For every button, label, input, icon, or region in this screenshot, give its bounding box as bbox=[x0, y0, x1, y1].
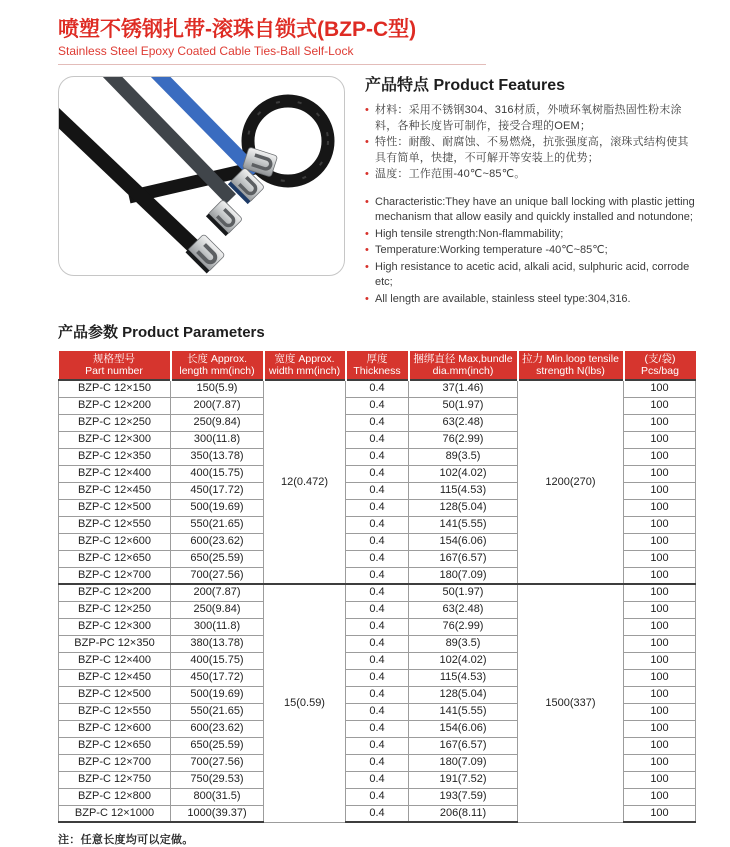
thickness-cell: 0.4 bbox=[346, 601, 409, 618]
thickness-cell: 0.4 bbox=[346, 448, 409, 465]
column-header-text: 宽度 Approx. bbox=[274, 353, 335, 365]
feature-item bbox=[365, 167, 695, 183]
page-subtitle: Stainless Steel Epoxy Coated Cable Ties-Ball Self-Lock bbox=[58, 44, 354, 58]
thickness-cell: 0.4 bbox=[346, 771, 409, 788]
column-header bbox=[518, 351, 624, 380]
pcs-per-bag-cell: 100 bbox=[624, 788, 696, 805]
bundle-dia-cell: 50(1.97) bbox=[409, 397, 518, 414]
footer-note: 注：任意长度均可以定做。 bbox=[58, 834, 194, 846]
column-header-text: Thickness bbox=[353, 365, 401, 377]
bundle-dia-cell: 193(7.59) bbox=[409, 788, 518, 805]
feature-item bbox=[365, 135, 695, 166]
bundle-dia-cell: 180(7.09) bbox=[409, 567, 518, 584]
length-cell: 550(21.65) bbox=[171, 516, 264, 533]
bundle-dia-cell: 154(6.06) bbox=[409, 533, 518, 550]
length-cell: 650(25.59) bbox=[171, 550, 264, 567]
bundle-dia-cell: 50(1.97) bbox=[409, 584, 518, 601]
pcs-per-bag-cell: 100 bbox=[624, 618, 696, 635]
part-number-cell: BZP-C 12×600 bbox=[59, 720, 171, 737]
bullet-icon: • bbox=[365, 195, 369, 208]
feature-item bbox=[365, 292, 695, 308]
length-cell: 380(13.78) bbox=[171, 635, 264, 652]
pcs-per-bag-cell: 100 bbox=[624, 499, 696, 516]
bundle-dia-cell: 191(7.52) bbox=[409, 771, 518, 788]
part-number-cell: BZP-C 12×650 bbox=[59, 737, 171, 754]
thickness-cell: 0.4 bbox=[346, 516, 409, 533]
thickness-cell: 0.4 bbox=[346, 584, 409, 601]
bundle-dia-cell: 141(5.55) bbox=[409, 703, 518, 720]
pcs-per-bag-cell: 100 bbox=[624, 771, 696, 788]
feature-text: All length are available, stainless steel type:304,316. bbox=[375, 292, 631, 305]
feature-item bbox=[365, 243, 695, 259]
pcs-per-bag-cell: 100 bbox=[624, 686, 696, 703]
page-title: 喷塑不锈钢扎带-滚珠自锁式(BZP-C型) bbox=[58, 18, 417, 41]
pcs-per-bag-cell: 100 bbox=[624, 703, 696, 720]
bundle-dia-cell: 37(1.46) bbox=[409, 380, 518, 397]
part-number-cell: BZP-C 12×250 bbox=[59, 414, 171, 431]
length-cell: 400(15.75) bbox=[171, 465, 264, 482]
length-cell: 1000(39.37) bbox=[171, 805, 264, 822]
part-number-cell: BZP-C 12×1000 bbox=[59, 805, 171, 822]
pcs-per-bag-cell: 100 bbox=[624, 652, 696, 669]
thickness-cell: 0.4 bbox=[346, 482, 409, 499]
column-header-text: Pcs/bag bbox=[641, 365, 679, 377]
bundle-dia-cell: 102(4.02) bbox=[409, 652, 518, 669]
pcs-per-bag-cell: 100 bbox=[624, 601, 696, 618]
length-cell: 300(11.8) bbox=[171, 618, 264, 635]
part-number-cell: BZP-C 12×550 bbox=[59, 516, 171, 533]
part-number-cell: BZP-C 12×400 bbox=[59, 465, 171, 482]
thickness-cell: 0.4 bbox=[346, 567, 409, 584]
pcs-per-bag-cell: 100 bbox=[624, 465, 696, 482]
bundle-dia-cell: 128(5.04) bbox=[409, 499, 518, 516]
thickness-cell: 0.4 bbox=[346, 635, 409, 652]
length-cell: 700(27.56) bbox=[171, 567, 264, 584]
feature-text: Temperature:Working temperature -40℃~85℃; bbox=[375, 244, 608, 256]
length-cell: 750(29.53) bbox=[171, 771, 264, 788]
length-cell: 200(7.87) bbox=[171, 397, 264, 414]
tensile-merged-cell: 1500(337) bbox=[518, 584, 624, 822]
feature-item bbox=[365, 103, 695, 134]
bullet-icon: • bbox=[365, 168, 370, 180]
length-cell: 250(9.84) bbox=[171, 414, 264, 431]
bundle-dia-cell: 180(7.09) bbox=[409, 754, 518, 771]
pcs-per-bag-cell: 100 bbox=[624, 805, 696, 822]
thickness-cell: 0.4 bbox=[346, 499, 409, 516]
title-divider bbox=[58, 64, 486, 65]
thickness-cell: 0.4 bbox=[346, 618, 409, 635]
column-header-text: Part number bbox=[85, 365, 143, 377]
part-number-cell: BZP-C 12×250 bbox=[59, 601, 171, 618]
column-header-text: 厚度 bbox=[366, 353, 388, 365]
part-number-cell: BZP-C 12×450 bbox=[59, 482, 171, 499]
bullet-icon: • bbox=[365, 136, 370, 148]
bullet-icon: • bbox=[365, 104, 370, 116]
column-header-text: 拉力 Min.loop tensile bbox=[522, 353, 619, 365]
length-cell: 600(23.62) bbox=[171, 720, 264, 737]
thickness-cell: 0.4 bbox=[346, 414, 409, 431]
table-row bbox=[59, 584, 696, 601]
pcs-per-bag-cell: 100 bbox=[624, 550, 696, 567]
cable-ties-illustration bbox=[59, 77, 344, 275]
length-cell: 450(17.72) bbox=[171, 482, 264, 499]
pcs-per-bag-cell: 100 bbox=[624, 482, 696, 499]
thickness-cell: 0.4 bbox=[346, 550, 409, 567]
length-cell: 500(19.69) bbox=[171, 686, 264, 703]
tensile-merged-cell: 1200(270) bbox=[518, 380, 624, 584]
part-number-cell: BZP-C 12×300 bbox=[59, 431, 171, 448]
length-cell: 250(9.84) bbox=[171, 601, 264, 618]
pcs-per-bag-cell: 100 bbox=[624, 414, 696, 431]
length-cell: 350(13.78) bbox=[171, 448, 264, 465]
pcs-per-bag-cell: 100 bbox=[624, 635, 696, 652]
part-number-cell: BZP-C 12×700 bbox=[59, 567, 171, 584]
bullet-icon: • bbox=[365, 260, 369, 273]
feature-item bbox=[365, 227, 695, 243]
feature-text: 材料：采用不锈钢304、316材质，外喷环氧树脂热固性粉末涂料，各种长度皆可制作，接受合理的OEM； bbox=[375, 104, 682, 132]
table-row bbox=[59, 380, 696, 397]
length-cell: 400(15.75) bbox=[171, 652, 264, 669]
thickness-cell: 0.4 bbox=[346, 686, 409, 703]
feature-text: High resistance to acetic acid, alkali acid, sulphuric acid, corrode etc; bbox=[375, 260, 690, 288]
pcs-per-bag-cell: 100 bbox=[624, 431, 696, 448]
bullet-icon: • bbox=[365, 227, 369, 240]
part-number-cell: BZP-C 12×800 bbox=[59, 788, 171, 805]
parameters-heading: 产品参数 Product Parameters bbox=[58, 324, 265, 341]
part-number-cell: BZP-C 12×400 bbox=[59, 652, 171, 669]
thickness-cell: 0.4 bbox=[346, 805, 409, 822]
part-number-cell: BZP-C 12×300 bbox=[59, 618, 171, 635]
bundle-dia-cell: 63(2.48) bbox=[409, 601, 518, 618]
column-header bbox=[171, 351, 264, 380]
bundle-dia-cell: 141(5.55) bbox=[409, 516, 518, 533]
bundle-dia-cell: 76(2.99) bbox=[409, 618, 518, 635]
features-heading: 产品特点 Product Features bbox=[365, 77, 566, 94]
part-number-cell: BZP-C 12×500 bbox=[59, 686, 171, 703]
bundle-dia-cell: 115(4.53) bbox=[409, 669, 518, 686]
column-header-text: width mm(inch) bbox=[268, 365, 341, 377]
part-number-cell: BZP-PC 12×350 bbox=[59, 635, 171, 652]
feature-item bbox=[365, 260, 695, 291]
length-cell: 150(5.9) bbox=[171, 380, 264, 397]
pcs-per-bag-cell: 100 bbox=[624, 516, 696, 533]
table-header-row bbox=[59, 351, 696, 380]
thickness-cell: 0.4 bbox=[346, 465, 409, 482]
length-cell: 700(27.56) bbox=[171, 754, 264, 771]
pcs-per-bag-cell: 100 bbox=[624, 533, 696, 550]
part-number-cell: BZP-C 12×150 bbox=[59, 380, 171, 397]
pcs-per-bag-cell: 100 bbox=[624, 737, 696, 754]
pcs-per-bag-cell: 100 bbox=[624, 380, 696, 397]
thickness-cell: 0.4 bbox=[346, 380, 409, 397]
bundle-dia-cell: 128(5.04) bbox=[409, 686, 518, 703]
bundle-dia-cell: 115(4.53) bbox=[409, 482, 518, 499]
column-header bbox=[59, 351, 171, 380]
part-number-cell: BZP-C 12×350 bbox=[59, 448, 171, 465]
thickness-cell: 0.4 bbox=[346, 669, 409, 686]
column-header bbox=[264, 351, 346, 380]
feature-text: High tensile strength:Non-flammability; bbox=[375, 227, 564, 240]
pcs-per-bag-cell: 100 bbox=[624, 397, 696, 414]
thickness-cell: 0.4 bbox=[346, 720, 409, 737]
bundle-dia-cell: 206(8.11) bbox=[409, 805, 518, 822]
bullet-icon: • bbox=[365, 244, 369, 256]
column-header bbox=[624, 351, 696, 380]
part-number-cell: BZP-C 12×450 bbox=[59, 669, 171, 686]
bundle-dia-cell: 89(3.5) bbox=[409, 635, 518, 652]
thickness-cell: 0.4 bbox=[346, 737, 409, 754]
feature-text: 特性：耐酸、耐腐蚀、不易燃烧，抗张强度高，滚珠式结构使其具有简单，快捷，不可解开等安装上的优势； bbox=[375, 136, 689, 164]
thickness-cell: 0.4 bbox=[346, 788, 409, 805]
bundle-dia-cell: 154(6.06) bbox=[409, 720, 518, 737]
length-cell: 500(19.69) bbox=[171, 499, 264, 516]
length-cell: 550(21.65) bbox=[171, 703, 264, 720]
bundle-dia-cell: 76(2.99) bbox=[409, 431, 518, 448]
parameters-table bbox=[58, 351, 696, 823]
bullet-icon: • bbox=[365, 292, 369, 305]
thickness-cell: 0.4 bbox=[346, 431, 409, 448]
length-cell: 200(7.87) bbox=[171, 584, 264, 601]
features-list-en bbox=[365, 195, 695, 308]
column-header bbox=[409, 351, 518, 380]
length-cell: 450(17.72) bbox=[171, 669, 264, 686]
width-merged-cell: 15(0.59) bbox=[264, 584, 346, 822]
thickness-cell: 0.4 bbox=[346, 754, 409, 771]
column-header-text: strength N(lbs) bbox=[536, 365, 605, 377]
column-header-text: length mm(inch) bbox=[179, 365, 255, 377]
product-features bbox=[345, 76, 695, 308]
thickness-cell: 0.4 bbox=[346, 652, 409, 669]
length-cell: 800(31.5) bbox=[171, 788, 264, 805]
pcs-per-bag-cell: 100 bbox=[624, 720, 696, 737]
thickness-cell: 0.4 bbox=[346, 703, 409, 720]
length-cell: 650(25.59) bbox=[171, 737, 264, 754]
part-number-cell: BZP-C 12×600 bbox=[59, 533, 171, 550]
bundle-dia-cell: 167(6.57) bbox=[409, 550, 518, 567]
part-number-cell: BZP-C 12×550 bbox=[59, 703, 171, 720]
bundle-dia-cell: 89(3.5) bbox=[409, 448, 518, 465]
thickness-cell: 0.4 bbox=[346, 533, 409, 550]
bundle-dia-cell: 102(4.02) bbox=[409, 465, 518, 482]
part-number-cell: BZP-C 12×200 bbox=[59, 584, 171, 601]
part-number-cell: BZP-C 12×750 bbox=[59, 771, 171, 788]
length-cell: 600(23.62) bbox=[171, 533, 264, 550]
feature-item bbox=[365, 195, 695, 226]
pcs-per-bag-cell: 100 bbox=[624, 754, 696, 771]
length-cell: 300(11.8) bbox=[171, 431, 264, 448]
column-header-text: 规格型号 bbox=[93, 353, 135, 365]
feature-text: 温度：工作范围-40℃~85℃。 bbox=[375, 168, 526, 180]
column-header-text: dia.mm(inch) bbox=[432, 365, 494, 377]
column-header bbox=[346, 351, 409, 380]
part-number-cell: BZP-C 12×200 bbox=[59, 397, 171, 414]
thickness-cell: 0.4 bbox=[346, 397, 409, 414]
part-number-cell: BZP-C 12×700 bbox=[59, 754, 171, 771]
features-list-cn bbox=[365, 103, 695, 183]
bundle-dia-cell: 167(6.57) bbox=[409, 737, 518, 754]
column-header-text: 捆绑直径 Max,bundle bbox=[413, 353, 513, 365]
bundle-dia-cell: 63(2.48) bbox=[409, 414, 518, 431]
width-merged-cell: 12(0.472) bbox=[264, 380, 346, 584]
feature-text: Characteristic:They have an unique ball locking with plastic jetting mechanism that allow easily and quickly installed and notundone; bbox=[375, 195, 695, 223]
pcs-per-bag-cell: 100 bbox=[624, 567, 696, 584]
column-header-text: (支/袋) bbox=[644, 353, 676, 365]
part-number-cell: BZP-C 12×650 bbox=[59, 550, 171, 567]
column-header-text: 长度 Approx. bbox=[186, 353, 248, 365]
pcs-per-bag-cell: 100 bbox=[624, 584, 696, 601]
product-image bbox=[58, 76, 345, 276]
pcs-per-bag-cell: 100 bbox=[624, 669, 696, 686]
pcs-per-bag-cell: 100 bbox=[624, 448, 696, 465]
part-number-cell: BZP-C 12×500 bbox=[59, 499, 171, 516]
